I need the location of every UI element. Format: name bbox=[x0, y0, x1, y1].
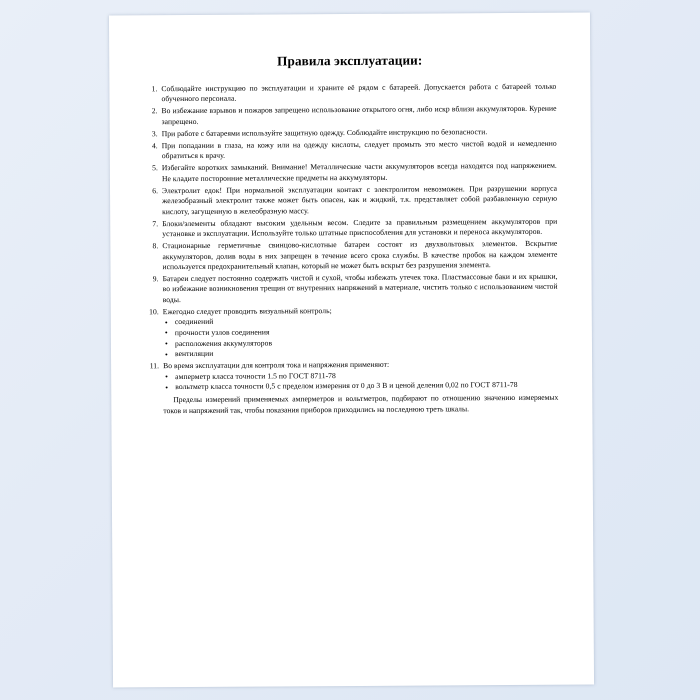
rules-list bbox=[109, 82, 592, 394]
list-item: Блоки/элементы обладают высоким удельным весом. Следите за правильным размещением аккумуляторов при установке и эксплуатации. Используйте только штатные приспособления для установки и переноса аккумуляторов. bbox=[162, 216, 558, 239]
list-item: • вольтметр класса точности 0,5 с пределом измерения от 0 до 3 В и ценой деления 0,02 по ГОСТ 8711-78 bbox=[163, 380, 558, 393]
list-item: Соблюдайте инструкцию по эксплуатации и храните её рядом с батареей. Допускается работа с батареей только обученного персонала. bbox=[161, 81, 557, 104]
document-content bbox=[109, 13, 594, 688]
list-item: Электролит едок! При нормальной эксплуатации контакт с электролитом невозможен. При разрушении корпуса железобразный электролит также может быть опасен, как и жидкий, т.к. представляет собой разбавленную серную кислоту, загущенную в желеобразную массу. bbox=[161, 183, 558, 216]
list-item-text: Ежегодно следует проводить визуальный контроль; bbox=[162, 305, 332, 317]
instrument-bullet-list bbox=[163, 370, 558, 394]
list-item: • прочности узлов соединения bbox=[163, 326, 558, 339]
document-sheet bbox=[109, 13, 594, 688]
list-item: • расположения аккумуляторов bbox=[163, 336, 558, 349]
list-item bbox=[141, 305, 558, 361]
page-title: Правила эксплуатации: bbox=[277, 52, 423, 69]
list-item: • вентиляции bbox=[163, 347, 558, 360]
list-item: Батареи следует постоянно содержать чистой и сухой, чтобы избежать утечек тока. Пластмассовые баки и их крышки, во избежание возникновения трещин от внутренних напряжений в материале, чистить только с использованием чистой воды. bbox=[162, 271, 558, 305]
list-item bbox=[141, 359, 558, 393]
closing-paragraph: Пределы измерений применяемых амперметров и вольтметров, подбирают по отношению значению измеряемых токов и напряжений так, чтобы показания приборов приходились на последнюю треть шкалы. bbox=[163, 392, 559, 415]
list-item-text: Во время эксплуатации для контроля тока и напряжения применяют: bbox=[163, 360, 390, 371]
list-item: При попадании в глаза, на кожу или на одежду кислоты, следует промыть это место чистой водой и немедленно обратиться к врачу. bbox=[161, 138, 557, 161]
inspection-bullet-list bbox=[163, 315, 558, 360]
list-item: Избегайте коротких замыканий. Внимание! Металлические части аккумуляторов всегда находятся под напряжением. Не кладите посторонние металлические предметы на аккумуляторы. bbox=[161, 161, 557, 183]
list-item: Во избежание взрывов и пожаров запрещено использование открытого огня, либо искр вблизи аккумуляторов. Курение запрещено. bbox=[161, 104, 557, 127]
list-item: При работе с батареями используйте защитную одежду. Соблюдайте инструкцию по безопасности. bbox=[161, 127, 488, 139]
list-item: • соединений bbox=[163, 315, 558, 328]
list-item: • амперметр класса точности 1.5 по ГОСТ 8711-78 bbox=[163, 370, 558, 383]
list-item: Стационарные герметичные свинцово-кислотные батареи состоят из двухвольтовых элементов. Вскрытие аккумуляторов, долив воды в них запрещен в течение всего срока службы. В качестве пробок на каждом элементе используется предохранительный клапан, который не может быть вскрыт без разрушения элемента. bbox=[162, 238, 558, 272]
